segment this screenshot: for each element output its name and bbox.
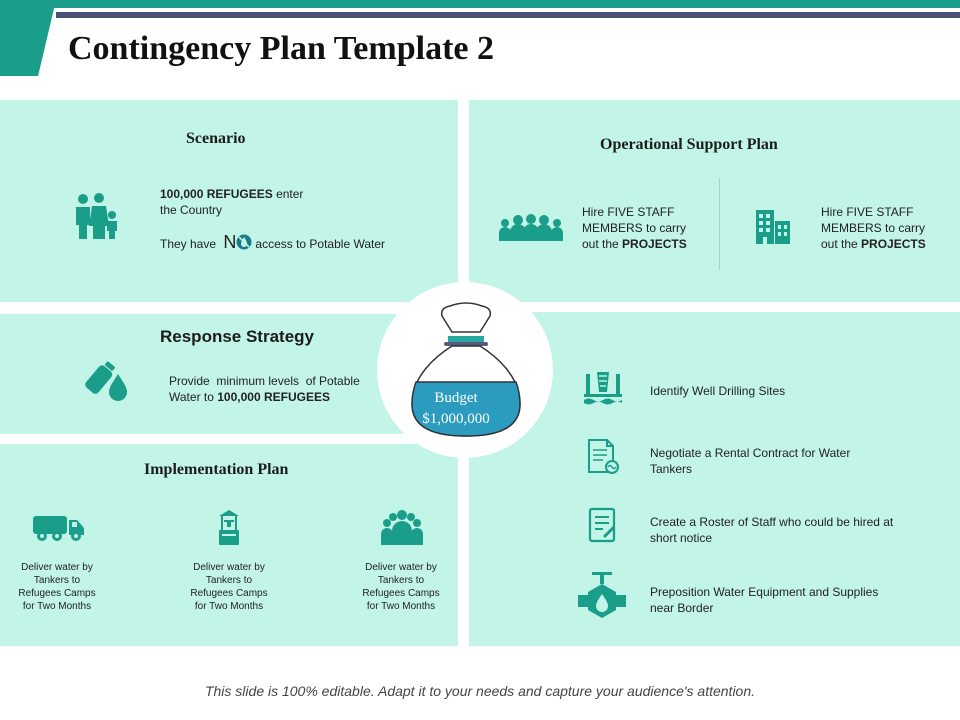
well-drilling-icon xyxy=(584,370,622,406)
action-3-line2: short notice xyxy=(650,531,713,545)
group-icon xyxy=(380,510,424,546)
impl-item-1-line4: for Two Months xyxy=(22,601,92,612)
buildings-icon xyxy=(755,209,791,245)
family-icon xyxy=(74,193,120,241)
budget-label xyxy=(396,388,516,430)
scenario-water-letter: N xyxy=(223,232,237,252)
contract-icon xyxy=(587,438,621,476)
impl-item-2-line3: Refugees Camps xyxy=(190,588,268,599)
action-4-line2: near Border xyxy=(650,601,714,615)
scenario-water-text xyxy=(160,234,385,254)
ops-item-2-line1: Hire FIVE STAFF xyxy=(821,205,914,219)
response-line1: Provide minimum levels of Potable xyxy=(169,374,360,388)
slide-title: Contingency Plan Template 2 xyxy=(68,30,494,67)
impl-item-1-line1: Deliver water by xyxy=(21,562,93,573)
header-corner-tab xyxy=(0,0,56,76)
impl-item-2-line1: Deliver water by xyxy=(193,562,265,573)
operational-support-panel xyxy=(469,100,960,302)
scenario-heading: Scenario xyxy=(186,130,246,147)
scenario-country-text: the Country xyxy=(160,203,223,217)
truck-icon xyxy=(33,514,85,542)
action-item-4 xyxy=(650,584,878,616)
footer-note: This slide is 100% editable. Adapt it to your needs and capture your audience's attention. xyxy=(204,683,756,699)
impl-item-2-line4: for Two Months xyxy=(194,601,264,612)
response-strategy-text xyxy=(169,373,360,405)
impl-item-3-line2: Tankers to xyxy=(377,575,425,586)
action-item-1 xyxy=(650,383,785,399)
team-icon xyxy=(498,214,564,242)
action-4-line1: Preposition Water Equipment and Supplies xyxy=(650,585,879,599)
water-bottle-icon xyxy=(84,360,132,404)
impl-item-1-line2: Tankers to xyxy=(33,575,81,586)
scenario-refugees-text xyxy=(160,186,303,218)
impl-item-1-line3: Refugees Camps xyxy=(18,588,96,599)
ops-item-1-line3: out the xyxy=(582,237,623,251)
action-3-line1: Create a Roster of Staff who could be hired at xyxy=(650,515,894,529)
header-navy-bar xyxy=(56,12,960,18)
scenario-refugees-count: 100,000 REFUGEES xyxy=(160,187,273,201)
header-accent-bar xyxy=(0,0,960,8)
impl-item-3-line1: Deliver water by xyxy=(365,562,437,573)
operational-support-item-1 xyxy=(582,204,687,252)
water-equipment-icon xyxy=(578,572,626,620)
water-well-icon xyxy=(218,510,240,546)
implementation-item-2 xyxy=(181,561,277,613)
ops-item-1-bold: PROJECTS xyxy=(622,237,687,251)
operational-support-heading: Operational Support Plan xyxy=(600,136,778,153)
scenario-water-prefix: They have xyxy=(160,237,217,251)
budget-title: Budget xyxy=(434,390,478,406)
scenario-water-suffix: access to Potable Water xyxy=(255,237,386,251)
operational-support-divider xyxy=(719,178,720,270)
ops-item-1-line1: Hire FIVE STAFF xyxy=(582,205,675,219)
no-water-icon xyxy=(236,234,252,254)
action-2-line1: Negotiate a Rental Contract for Water xyxy=(650,446,851,460)
impl-item-3-line4: for Two Months xyxy=(366,601,436,612)
action-item-2 xyxy=(650,445,850,477)
response-strategy-heading: Response Strategy xyxy=(160,327,314,346)
operational-support-item-2 xyxy=(821,204,926,252)
budget-amount: $1,000,000 xyxy=(422,411,490,427)
ops-item-2-bold: PROJECTS xyxy=(861,237,926,251)
ops-item-2-line3: out the xyxy=(821,237,862,251)
ops-item-2-line2: MEMBERS to carry xyxy=(821,221,926,235)
roster-icon xyxy=(588,507,618,543)
response-refugees-bold: 100,000 REFUGEES xyxy=(217,390,330,404)
ops-item-1-line2: MEMBERS to carry xyxy=(582,221,687,235)
scenario-enter-text: enter xyxy=(272,187,304,201)
implementation-item-1 xyxy=(9,561,105,613)
implementation-plan-heading: Implementation Plan xyxy=(144,461,289,478)
impl-item-3-line3: Refugees Camps xyxy=(362,588,440,599)
action-2-line2: Tankers xyxy=(650,462,693,476)
response-line2: Water to xyxy=(169,390,218,404)
implementation-item-3 xyxy=(353,561,449,613)
action-item-3 xyxy=(650,514,893,546)
action-1-line1: Identify Well Drilling Sites xyxy=(650,384,786,398)
impl-item-2-line2: Tankers to xyxy=(205,575,253,586)
